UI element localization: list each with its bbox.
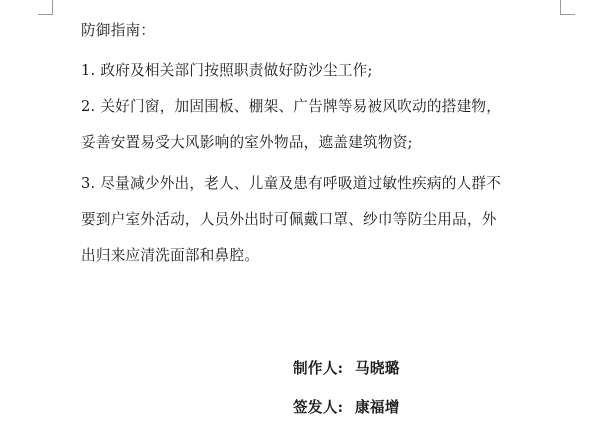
maker-signature [293,359,400,379]
maker-label: 制作人: [293,360,344,377]
guide-item-2-line-1: 2. 关好门窗，加固围板、棚架、广告牌等易被风吹动的搭建物， [81,98,502,115]
guide-item-3-line-3: 出归来应清洗面部和鼻腔。 [81,247,260,264]
guide-item-3-line-1: 3. 尽量减少外出，老人、儿童及患有呼吸道过敏性疾病的人群不 [81,175,502,192]
maker-name: 马晓璐 [355,360,400,377]
crop-mark-top-left [38,0,53,15]
guide-heading: 防御指南： [81,22,156,39]
guide-item-2-line-2: 妥善安置易受大风影响的室外物品，遮盖建筑物资; [81,134,413,151]
issuer-label: 签发人: [293,399,344,416]
issuer-name: 康福增 [355,399,400,416]
guide-item-3-line-2: 要到户室外活动，人员外出时可佩戴口罩、纱巾等防尘用品，外 [81,211,497,228]
crop-mark-top-right [560,0,575,15]
issuer-signature [293,398,400,418]
guide-item-1: 1. 政府及相关部门按照职责做好防沙尘工作; [81,62,373,79]
